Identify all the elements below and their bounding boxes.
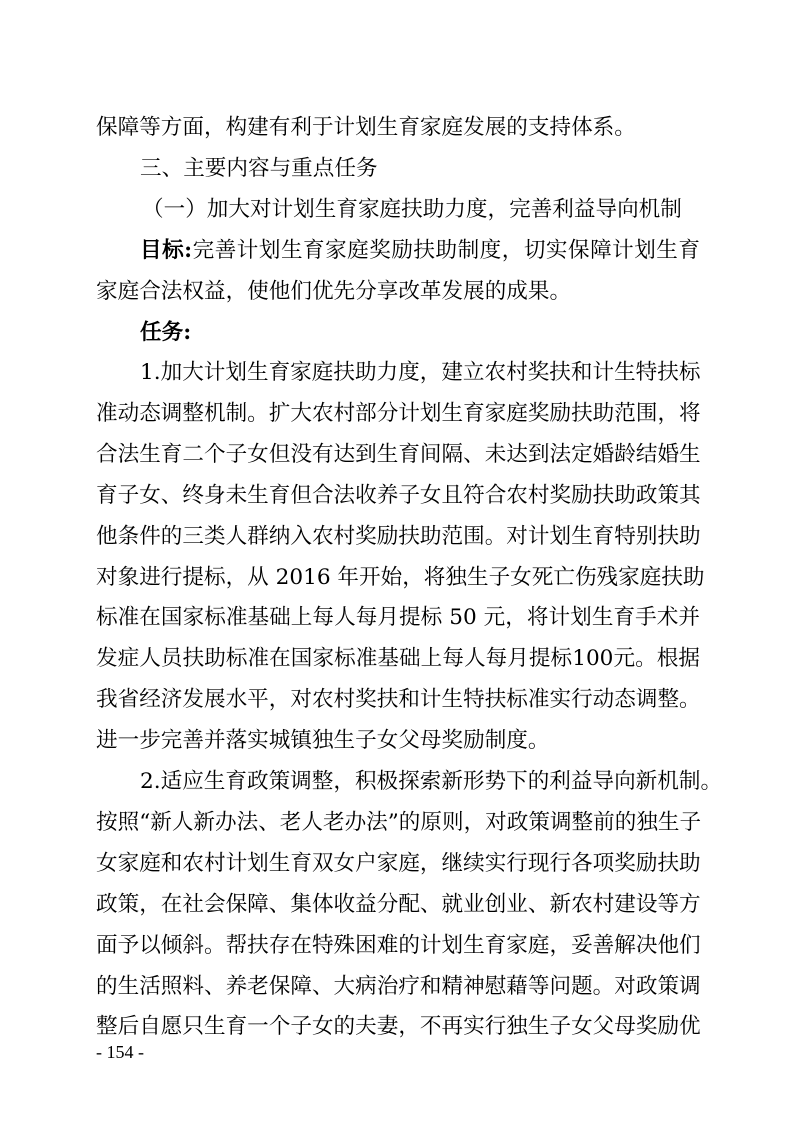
page-number: - 154 - bbox=[96, 1042, 144, 1062]
item1-line: 他条件的三类人群纳入农村奖励扶助范围。对计划生育特别扶助 bbox=[96, 524, 701, 549]
item2-line: 按照“新人新办法、老人老办法”的原则，对政策调整前的独生子 bbox=[96, 810, 702, 835]
item2-line: 整后自愿只生育一个子女的夫妻，不再实行独生子女父母奖励优 bbox=[96, 1014, 701, 1039]
item1-line: 准动态调整机制。扩大农村部分计划生育家庭奖励扶助范围，将 bbox=[96, 401, 701, 426]
task-label bbox=[140, 318, 700, 348]
subsection-heading: （一）加大对计划生育家庭扶助力度，完善利益导向机制 bbox=[142, 197, 682, 222]
item1-line: 我省经济发展水平，对农村奖扶和计生特扶标准实行动态调整。 bbox=[96, 687, 701, 712]
item1-line: 对象进行提标，从 2016 年开始，将独生子女死亡伤残家庭扶助 bbox=[96, 565, 705, 590]
goal-text-line-2: 家庭合法权益，使他们优先分享改革发展的成果。 bbox=[96, 279, 572, 304]
item1-line: 合法生育二个子女但没有达到生育间隔、未达到法定婚龄结婚生 bbox=[96, 442, 701, 467]
goal-text-line-1: 完善计划生育家庭奖励扶助制度，切实保障计划生育 bbox=[192, 238, 700, 263]
section-heading: 三、主要内容与重点任务 bbox=[140, 156, 378, 181]
item2-line: 2.适应生育政策调整，积极探索新形势下的利益导向新机制。 bbox=[140, 769, 723, 794]
item2-line: 的生活照料、养老保障、大病治疗和精神慰藉等问题。对政策调 bbox=[96, 974, 701, 999]
item1-line: 进一步完善并落实城镇独生子女父母奖励制度。 bbox=[96, 728, 550, 753]
item1-line: 育子女、终身未生育但合法收养子女且符合农村奖励扶助政策其 bbox=[96, 483, 701, 508]
item2-line: 面予以倾斜。帮扶存在特殊困难的计划生育家庭，妥善解决他们 bbox=[96, 933, 701, 958]
intro-tail-line: 保障等方面，构建有利于计划生育家庭发展的支持体系。 bbox=[96, 115, 636, 140]
item2-line: 政策，在社会保障、集体收益分配、就业创业、新农村建设等方 bbox=[96, 892, 701, 917]
goal-line-1 bbox=[140, 236, 700, 266]
item1-line: 发症人员扶助标准在国家标准基础上每人每月提标100元。根据 bbox=[96, 646, 700, 671]
item1-line: 1.加大计划生育家庭扶助力度，建立农村奖扶和计生特扶标 bbox=[140, 360, 701, 385]
item2-line: 女家庭和农村计划生育双女户家庭，继续实行现行各项奖励扶助 bbox=[96, 851, 701, 876]
item1-line: 标准在国家标准基础上每人每月提标 50 元，将计划生育手术并 bbox=[96, 605, 700, 630]
goal-label: 目标: bbox=[140, 238, 193, 263]
task-label-text: 任务: bbox=[140, 320, 192, 345]
